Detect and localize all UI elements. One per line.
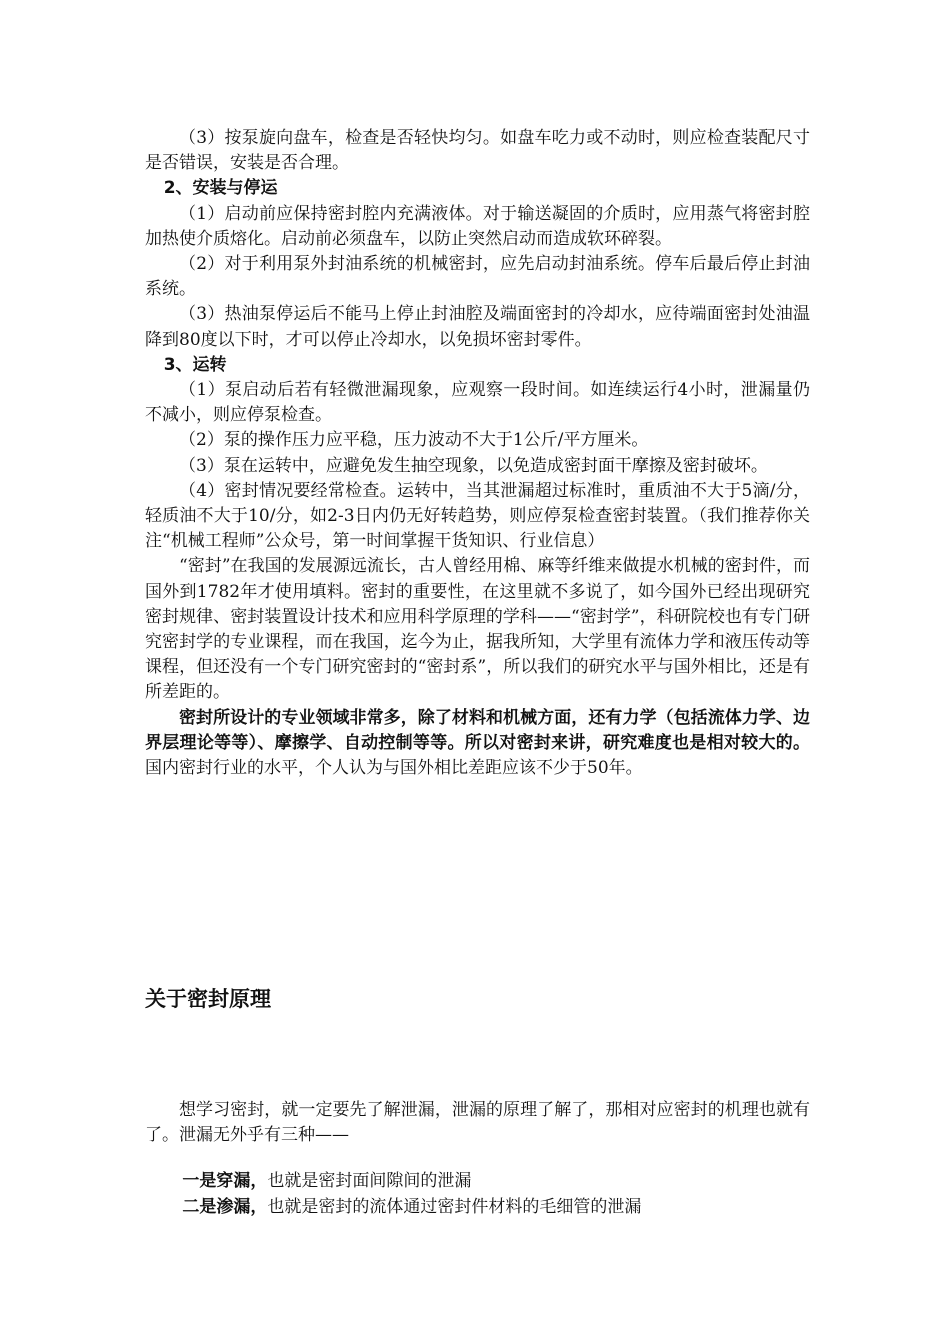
paragraph-oil-seal-system: （2）对于利用泵外封油系统的机械密封，应先启动封油系统。停车后最后停止封油系统。 [145, 254, 810, 300]
paragraph-hot-oil-pump: （3）热油泵停运后不能马上停止封油腔及端面密封的冷却水，应待端面密封处油温降到80度以下时，才可以停止冷却水，以免损坏密封零件。 [145, 304, 810, 350]
paragraph-seal-inspection: （4）密封情况要经常检查。运转中，当其泄漏超过标准时，重质油不大于5滴/分，轻质油不大于10/分，如2-3日内仍无好转趋势，则应停泵检查密封装置。（我们推荐你关注“机械工程师”公众号，第一时间掌握干货知识、行业信息） [145, 480, 810, 552]
heading-operation: 3、运转 [163, 354, 227, 375]
leak-type-list [145, 1168, 810, 1220]
paragraph-operating-pressure: （2）泵的操作压力应平稳，压力波动不大于1公斤/平方厘米。 [179, 430, 649, 451]
bold-text: 密封所设计的专业领域非常多，除了材料和机械方面，还有力学（包括流体力学、边界层理论等等）、摩擦学、自动控制等等。所以对密封来讲，研究难度也是相对较大的。 [145, 707, 810, 753]
paragraph-avoid-cavitation: （3）泵在运转中，应避免发生抽空现象，以免造成密封面干摩擦及密封破坏。 [179, 455, 768, 476]
paragraph-slight-leak: （1）泵启动后若有轻微泄漏现象，应观察一段时间。如连续运行4小时，泄漏量仍不减小，则应停泵检查。 [145, 380, 810, 426]
paragraph-leak-intro: 想学习密封，就一定要先了解泄漏，泄漏的原理了解了，那相对应密封的机理也就有了。泄漏无外乎有三种—— [145, 1100, 810, 1146]
list-item [145, 1168, 810, 1194]
list-item-label: 一是穿漏， [182, 1171, 268, 1191]
list-item [145, 1194, 810, 1220]
list-item-text: 也就是密封面间隙间的泄漏 [267, 1171, 472, 1191]
paragraph-seal-difficulty [145, 706, 810, 782]
section-title: 关于密封原理 [145, 987, 271, 1011]
list-item-label: 二是渗漏， [182, 1197, 268, 1217]
paragraph-seal-history: “密封”在我国的发展源远流长，古人曾经用棉、麻等纤维来做提水机械的密封件，而国外到1782年才使用填料。密封的重要性，在这里就不多说了，如今国外已经出现研究密封规律、密封装置设计技术和应用科学原理的学科——“密封学”，科研院校也有专门研究密封学的专业课程，而在我国，迄今为止，据我所知，大学里有流体力学和液压传动等课程，但还没有一个专门研究密封的“密封系”，所以我们的研究水平与国外相比，还是有所差距的。 [145, 556, 810, 703]
document-body [145, 126, 810, 781]
section-intro [145, 1098, 810, 1148]
list-item-text: 也就是密封的流体通过密封件材料的毛细管的泄漏 [267, 1197, 642, 1217]
paragraph-check-rotation: （3）按泵旋向盘车，检查是否轻快均匀。如盘车吃力或不动时，则应检查装配尺寸是否错误，安装是否合理。 [145, 128, 810, 174]
regular-text: 国内密封行业的水平，个人认为与国外相比差距应该不少于50年。 [145, 758, 643, 779]
paragraph-before-start: （1）启动前应保持密封腔内充满液体。对于输送凝固的介质时，应用蒸气将密封腔加热使介质熔化。启动前必须盘车，以防止突然启动而造成软环碎裂。 [145, 203, 810, 249]
heading-install-stop: 2、安装与停运 [163, 178, 278, 199]
